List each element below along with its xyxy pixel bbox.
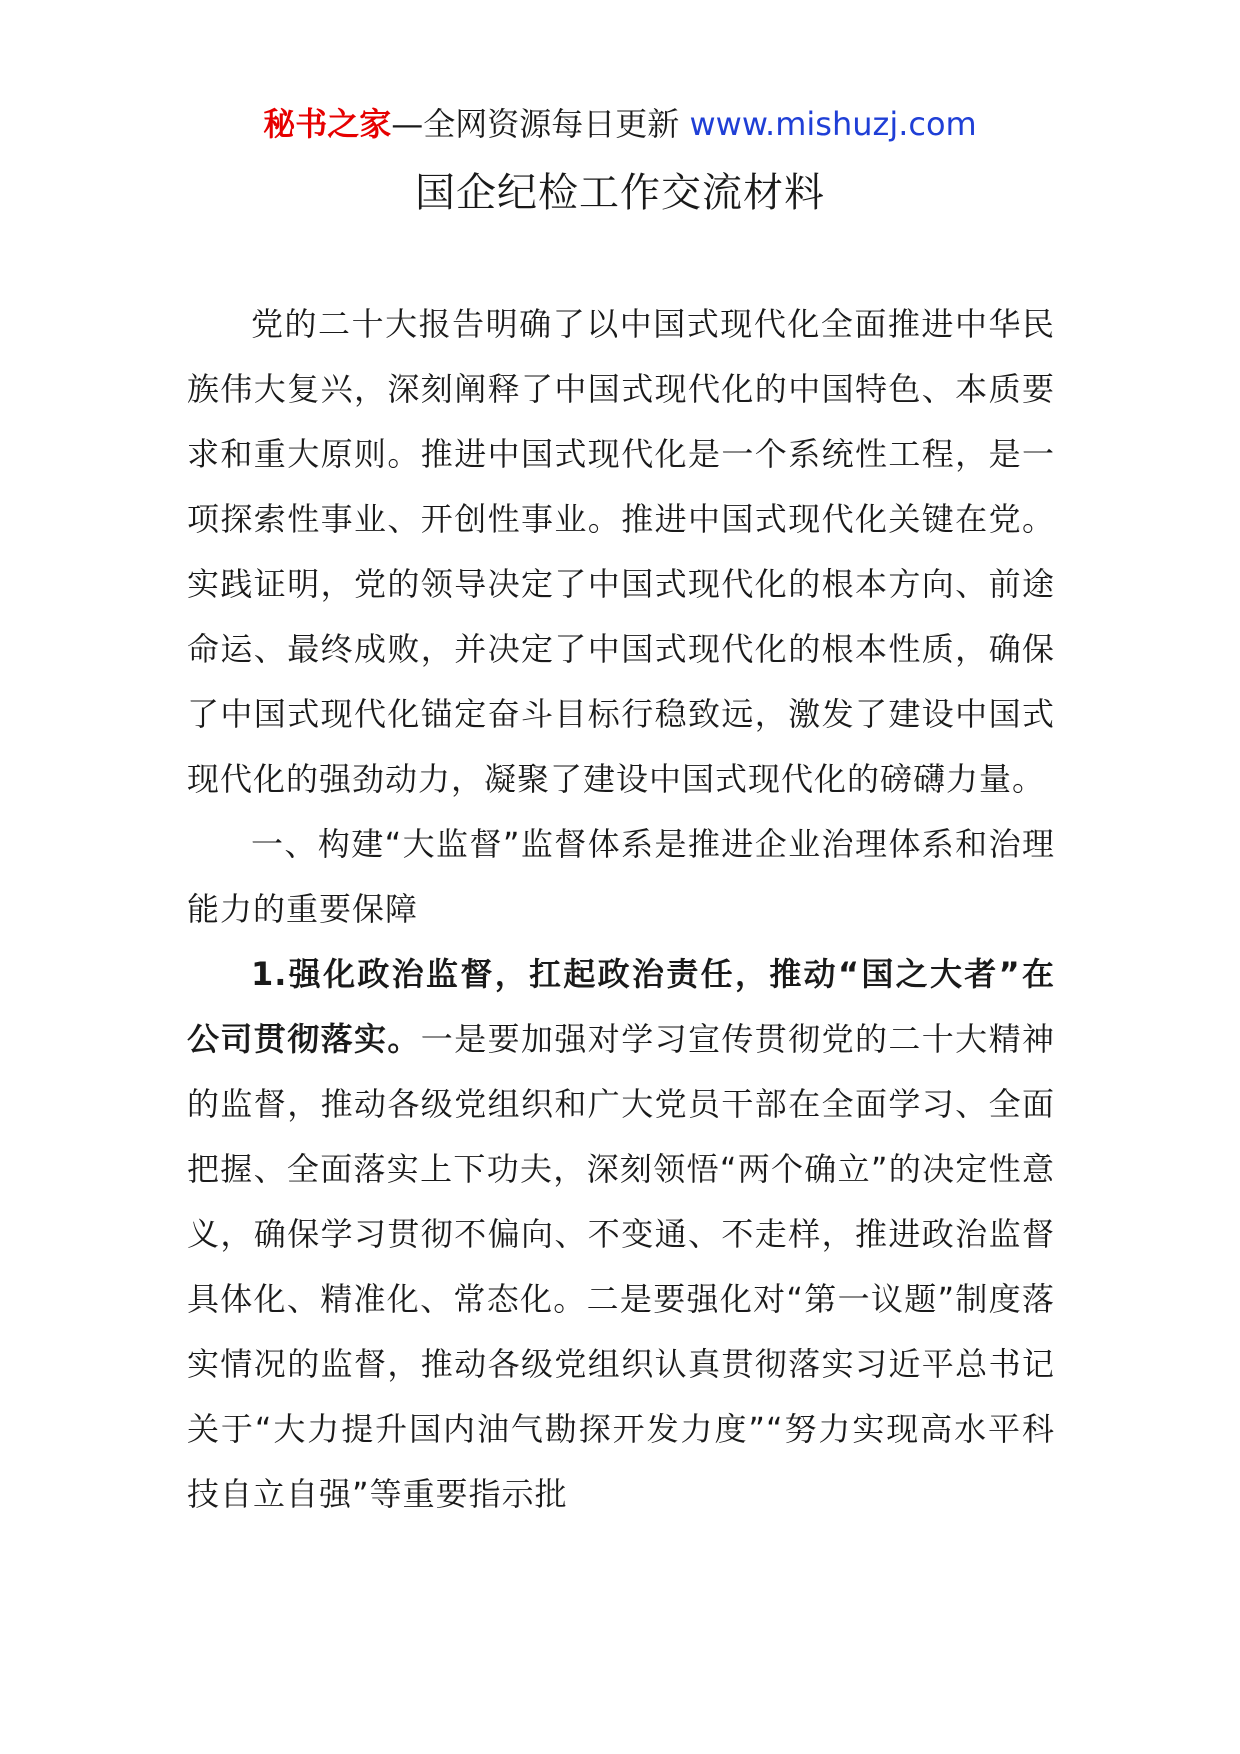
intro-paragraph-text: 党的二十大报告明确了以中国式现代化全面推进中华民族伟大复兴，深刻阐释了中国式现代化的中国特色、本质要求和重大原则。推进中国式现代化是一个系统性工程，是一项探索性事业、开创性事业。推进中国式现代化关键在党。实践证明，党的领导决定了中国式现代化的根本方向、前途命运、最终成败，并决定了中国式现代化的根本性质，确保了中国式现代化锚定奋斗目标行稳致远，激发了建设中国式现代化的强劲动力，凝聚了建设中国式现代化的磅礴力量。 [187,305,1055,798]
document-body [187,292,1055,1527]
intro-paragraph [187,292,1055,812]
site-url-link[interactable]: www.mishuzj.com [689,105,977,143]
document-title: 国企纪检工作交流材料 [415,170,825,216]
subsection-lead-1: 1.强化政治监督，扛起政治责任，推动“国之大者”在公司贯彻落实。 [187,955,1055,1058]
subsection-paragraph-1 [187,942,1055,1527]
site-header [0,102,1240,146]
section-heading-1-text: 一、构建“大监督”监督体系是推进企业治理体系和治理能力的重要保障 [187,825,1055,928]
subsection-paragraph-1-text: 一是要加强对学习宣传贯彻党的二十大精神的监督，推动各级党组织和广大党员干部在全面学习、全面把握、全面落实上下功夫，深刻领悟“两个确立”的决定性意义，确保学习贯彻不偏向、不变通、不走样，推进政治监督具体化、精准化、常态化。二是要强化对“第一议题”制度落实情况的监督，推动各级党组织认真贯彻落实习近平总书记关于“大力提升国内油气勘探开发力度”“努力实现高水平科技自立自强”等重要指示批 [187,1020,1055,1513]
site-brand: 秘书之家 [263,105,392,143]
site-tagline: —全网资源每日更新 [391,105,680,143]
section-heading-1 [187,812,1055,942]
